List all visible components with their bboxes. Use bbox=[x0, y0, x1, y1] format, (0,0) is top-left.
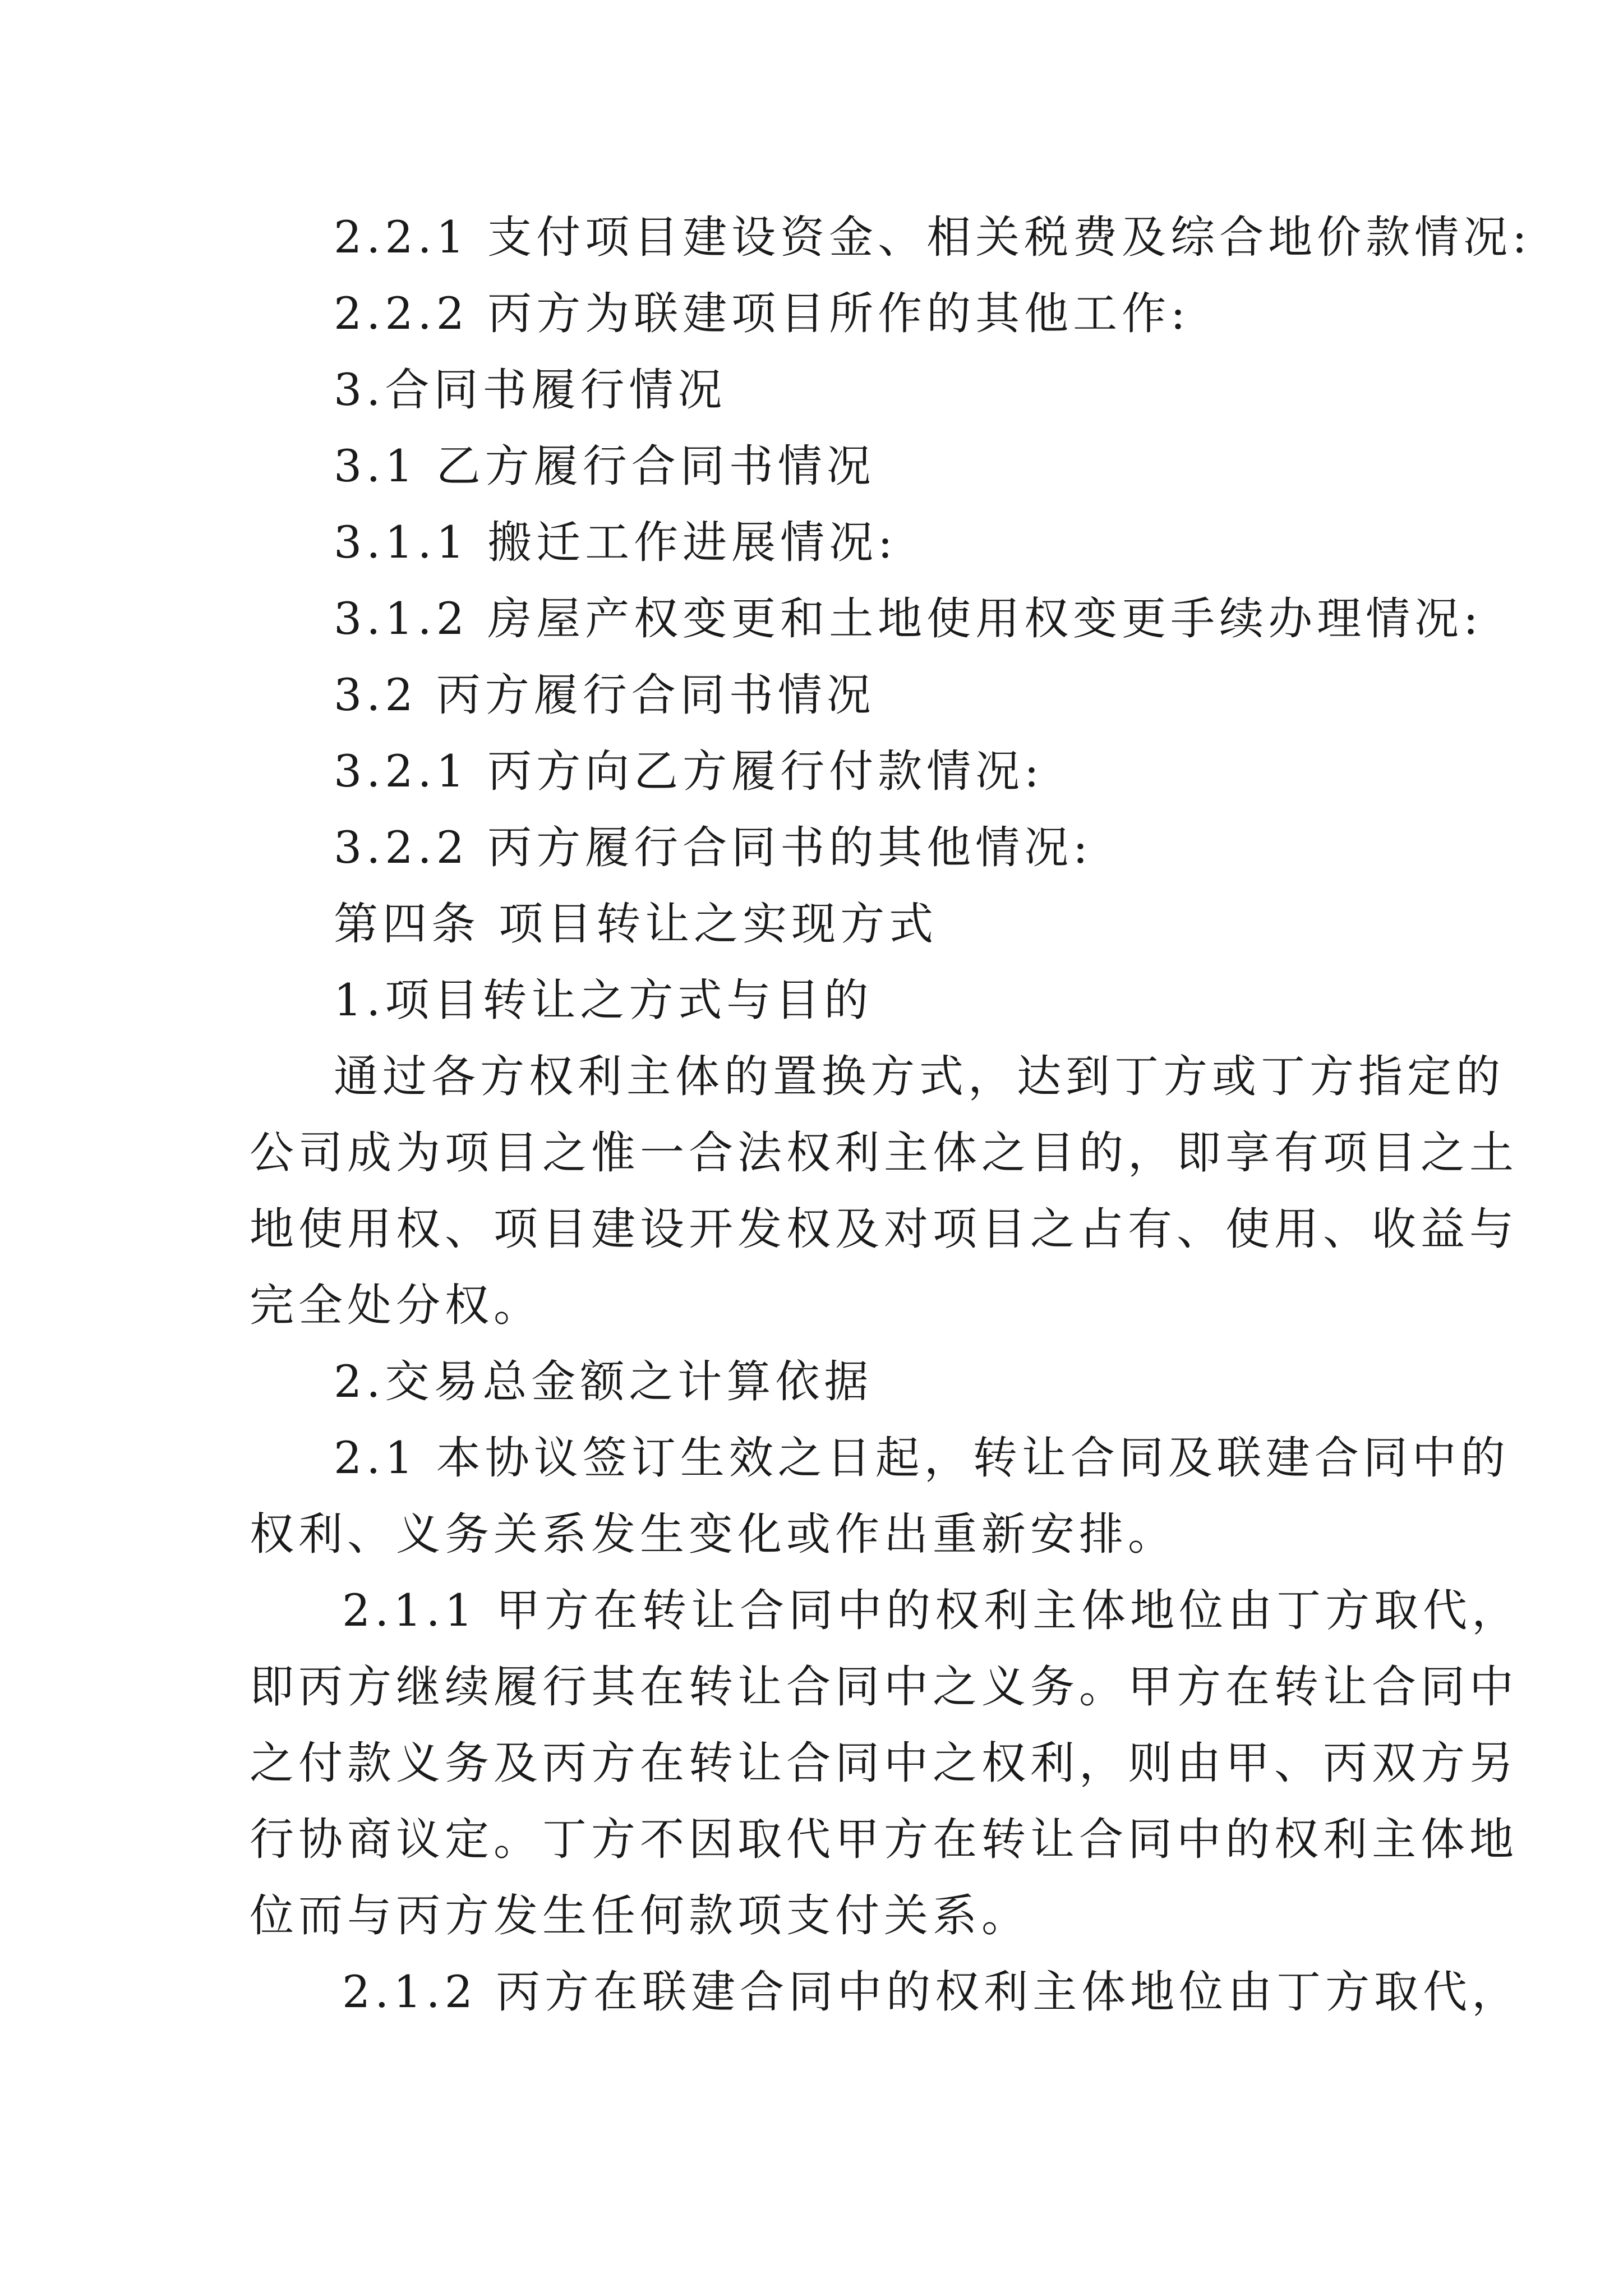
paragraph-line: 3.2.1 丙方向乙方履行付款情况: bbox=[334, 746, 1044, 797]
paragraph-line: 2.1.2 丙方在联建合同中的权利主体地位由丁方取代， bbox=[342, 1966, 1521, 2018]
paragraph-line: 2.2.1 支付项目建设资金、相关税费及综合地价款情况: bbox=[334, 211, 1532, 263]
paragraph-line: 行协商议定。丁方不因取代甲方在转让合同中的权利主体地 bbox=[250, 1814, 1518, 1865]
paragraph-line: 权利、义务关系发生变化或作出重新安排。 bbox=[250, 1508, 1177, 1560]
paragraph-line: 3.合同书履行情况 bbox=[334, 364, 727, 416]
paragraph-line: 1.项目转让之方式与目的 bbox=[334, 974, 873, 1026]
paragraph-line: 3.1.2 房屋产权变更和土地使用权变更手续办理情况: bbox=[334, 593, 1483, 645]
paragraph-line: 即丙方继续履行其在转让合同中之义务。甲方在转让合同中 bbox=[250, 1661, 1518, 1713]
paragraph-line: 3.1 乙方履行合同书情况 bbox=[334, 440, 875, 492]
paragraph-line: 地使用权、项目建设开发权及对项目之占有、使用、收益与 bbox=[250, 1203, 1518, 1255]
paragraph-line: 3.1.1 搬迁工作进展情况: bbox=[334, 517, 897, 568]
paragraph-line: 2.1 本协议签订生效之日起，转让合同及联建合同中的 bbox=[334, 1432, 1510, 1484]
paragraph-line: 2.交易总金额之计算依据 bbox=[334, 1356, 873, 1407]
document-body bbox=[250, 199, 1532, 2030]
paragraph-line: 之付款义务及丙方在转让合同中之权利，则由甲、丙双方另 bbox=[250, 1737, 1518, 1789]
paragraph-line: 位而与丙方发生任何款项支付关系。 bbox=[250, 1890, 1030, 1941]
paragraph-line: 2.1.1 甲方在转让合同中的权利主体地位由丁方取代， bbox=[342, 1585, 1521, 1636]
section-heading: 第四条 项目转让之实现方式 bbox=[334, 898, 938, 950]
paragraph-line: 2.2.2 丙方为联建项目所作的其他工作: bbox=[334, 288, 1190, 339]
paragraph-line: 完全处分权。 bbox=[250, 1280, 542, 1331]
paragraph-line: 公司成为项目之惟一合法权利主体之目的，即享有项目之土 bbox=[250, 1127, 1518, 1179]
paragraph-line: 3.2.2 丙方履行合同书的其他情况: bbox=[334, 822, 1092, 873]
paragraph-line: 3.2 丙方履行合同书情况 bbox=[334, 669, 875, 721]
paragraph-line: 通过各方权利主体的置换方式，达到丁方或丁方指定的 bbox=[334, 1051, 1505, 1102]
